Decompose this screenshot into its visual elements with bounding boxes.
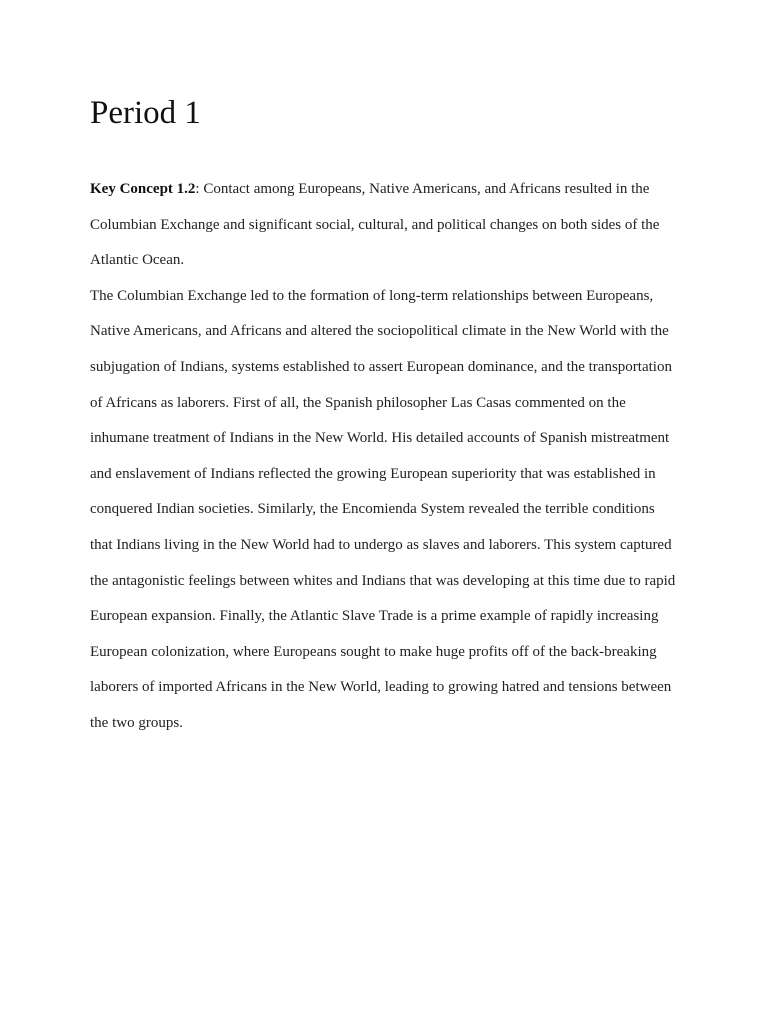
page-title: Period 1 bbox=[90, 95, 201, 131]
document-body bbox=[90, 172, 680, 742]
key-concept-paragraph bbox=[90, 172, 680, 279]
key-concept-label: Key Concept 1.2 bbox=[90, 181, 196, 197]
key-concept-text: : Contact among Europeans, Native Americans, and Africans resulted in the Columbian Exchange and significant social, cultural, and political changes on both sides of the Atlantic Ocean. bbox=[90, 181, 660, 269]
body-paragraph: The Columbian Exchange led to the formation of long-term relationships between Europeans, Native Americans, and Africans and altered the sociopolitical climate in the New World with the subjugation of Indians, systems established to assert European dominance, and the transportation of Africans as laborers. First of all, the Spanish philosopher Las Casas commented on the inhumane treatment of Indians in the New World. His detailed accounts of Spanish mistreatment and enslavement of Indians reflected the growing European superiority that was established in conquered Indian societies. Similarly, the Encomienda System revealed the terrible conditions that Indians living in the New World had to undergo as slaves and laborers. This system captured the antagonistic feelings between whites and Indians that was developing at this time due to rapid European expansion. Finally, the Atlantic Slave Trade is a prime example of rapidly increasing European colonization, where Europeans sought to make huge profits off of the back-breaking laborers of imported Africans in the New World, leading to growing hatred and tensions between the two groups. bbox=[90, 287, 676, 731]
